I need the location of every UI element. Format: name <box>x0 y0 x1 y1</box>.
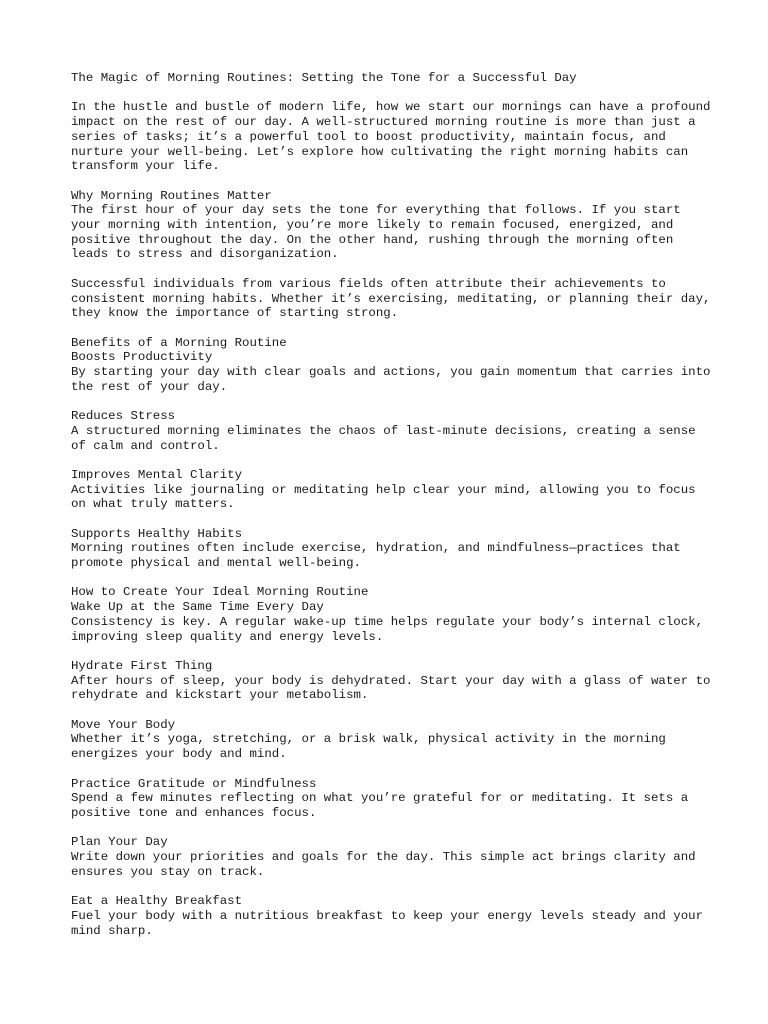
create-title: Plan Your Day <box>71 835 168 850</box>
benefit-item-habits <box>71 527 711 571</box>
create-title: Wake Up at the Same Time Every Day <box>71 600 324 615</box>
create-text: Whether it’s yoga, stretching, or a brisk walk, physical activity in the morning energizes your body and mind. <box>71 732 674 762</box>
benefit-text: A structured morning eliminates the chaos of last-minute decisions, creating a sense of calm and control. <box>71 423 704 453</box>
benefit-item-productivity <box>71 335 718 395</box>
create-item-plan <box>71 835 711 879</box>
why-paragraph-2: Successful individuals from various fields often attribute their achievements to consistent morning habits. Whether it’s exercising, meditating, or planning their day, they know the importance of starting strong. <box>71 276 718 321</box>
section-heading-create: How to Create Your Ideal Morning Routine <box>71 585 369 600</box>
create-title: Hydrate First Thing <box>71 658 213 673</box>
benefit-text: Morning routines often include exercise, hydration, and mindfulness—practices that promote physical and mental well-being. <box>71 541 689 571</box>
create-text: Consistency is key. A regular wake-up time helps regulate your body’s internal clock, improving sleep quality and energy levels. <box>71 614 711 644</box>
why-paragraph-1: The first hour of your day sets the tone for everything that follows. If you start your morning with intention, you’re more likely to remain focused, energized, and positive throughout the day. On the other hand, rushing through the morning often leads to stress and disorganization. <box>71 203 689 262</box>
benefit-title: Boosts Productivity <box>71 350 213 365</box>
document-title: The Magic of Morning Routines: Setting the Tone for a Successful Day <box>71 71 577 85</box>
benefit-title: Improves Mental Clarity <box>71 467 243 482</box>
create-item-move <box>71 718 711 762</box>
create-text: Fuel your body with a nutritious breakfast to keep your energy levels steady and your mind sharp. <box>71 908 711 938</box>
intro-paragraph: In the hustle and bustle of modern life, how we start our mornings can have a profound impact on the rest of our day. A well-structured morning routine is more than just a series of tasks; it’s a powerful tool to boost productivity, maintain focus, and nurture your well-being. Let’s explore how cultivating the right morning habits can transform your life. <box>71 100 718 174</box>
create-item-wake <box>71 585 711 644</box>
document-body <box>71 71 718 953</box>
benefit-title: Reduces Stress <box>71 409 176 424</box>
create-item-gratitude <box>71 777 711 821</box>
create-title: Practice Gratitude or Mindfulness <box>71 776 317 791</box>
create-text: Write down your priorities and goals for the day. This simple act brings clarity and ensures you stay on track. <box>71 850 704 879</box>
section-why <box>71 189 711 263</box>
create-item-breakfast <box>71 894 711 938</box>
benefit-text: Activities like journaling or meditating help clear your mind, allowing you to focus on what truly matters. <box>71 482 704 512</box>
create-title: Move Your Body <box>71 717 176 732</box>
create-text: After hours of sleep, your body is dehydrated. Start your day with a glass of water to rehydrate and kickstart your metabolism. <box>71 673 718 703</box>
benefit-item-clarity <box>71 468 711 512</box>
create-item-hydrate <box>71 658 718 703</box>
create-title: Eat a Healthy Breakfast <box>71 894 243 909</box>
section-heading-why: Why Morning Routines Matter <box>71 188 272 203</box>
benefit-item-stress <box>71 409 711 453</box>
create-text: Spend a few minutes reflecting on what you’re grateful for or meditating. It sets a positive tone and enhances focus. <box>71 791 696 820</box>
benefit-text: By starting your day with clear goals and actions, you gain momentum that carries into the rest of your day. <box>71 365 718 394</box>
section-heading-benefits: Benefits of a Morning Routine <box>71 335 287 350</box>
benefit-title: Supports Healthy Habits <box>71 526 243 541</box>
